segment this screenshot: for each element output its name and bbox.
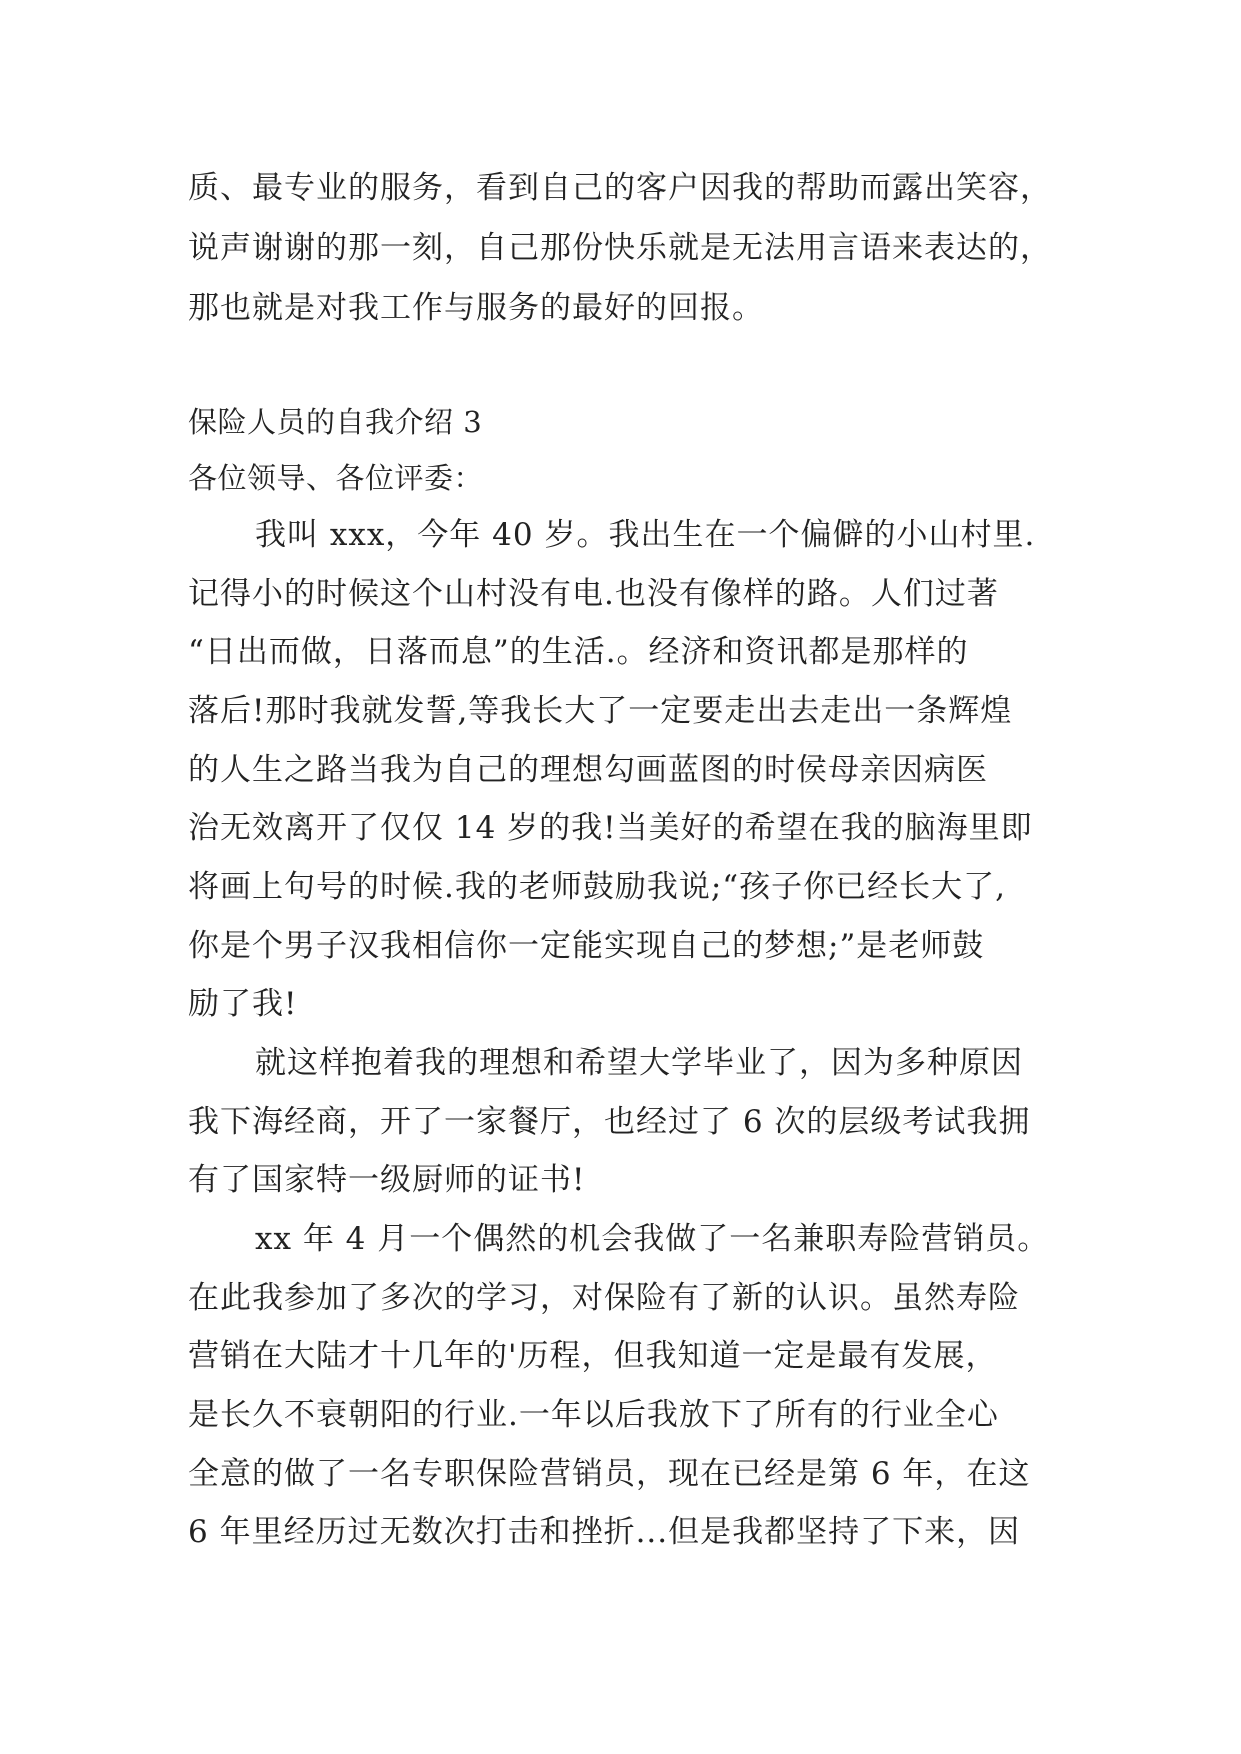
paragraph-line: 全意的做了一名专职保险营销员，现在已经是第 6 年，在这 (188, 1456, 1031, 1492)
paragraph-line: 的人生之路当我为自己的理想勾画蓝图的时侯母亲因病医 (188, 752, 988, 788)
paragraph-line: 励了我! (188, 986, 298, 1022)
paragraph-line: 有了国家特一级厨师的证书! (188, 1162, 586, 1198)
paragraph-line: 将画上句号的时候.我的老师鼓励我说;“孩子你已经长大了, (188, 869, 1006, 905)
intro-line: 质、最专业的服务，看到自己的客户因我的帮助而露出笑容， (188, 170, 1052, 206)
paragraph-line: 营销在大陆才十几年的'历程，但我知道一定是最有发展， (188, 1338, 998, 1374)
paragraph-line: 治无效离开了仅仅 14 岁的我!当美好的希望在我的脑海里即 (188, 810, 1033, 846)
paragraph-line: 在此我参加了多次的学习，对保险有了新的认识。虽然寿险 (188, 1280, 1020, 1316)
intro-line: 说声谢谢的那一刻，自己那份快乐就是无法用言语来表达的， (188, 230, 1052, 266)
paragraph-line: 我下海经商，开了一家餐厅，也经过了 6 次的层级考试我拥 (188, 1104, 1031, 1140)
paragraph-line: “日出而做，日落而息”的生活.。经济和资讯都是那样的 (188, 634, 969, 670)
paragraph-line: 你是个男子汉我相信你一定能实现自己的梦想;”是老师鼓 (188, 928, 985, 964)
paragraph-line: 落后!那时我就发誓,等我长大了一定要走出去走出一条辉煌 (188, 693, 1013, 729)
paragraph-line: 我叫 xxx，今年 40 岁。我出生在一个偏僻的小山村里. (255, 517, 1036, 553)
paragraph-line: xx 年 4 月一个偶然的机会我做了一名兼职寿险营销员。 (255, 1221, 1050, 1257)
paragraph-line: 6 年里经历过无数次打击和挫折...但是我都坚持了下来，因 (188, 1514, 1021, 1550)
paragraph-line: 记得小的时候这个山村没有电.也没有像样的路。人们过著 (188, 576, 999, 612)
section-title: 保险人员的自我介绍 3 (188, 405, 483, 439)
salutation: 各位领导、各位评委： (188, 461, 484, 495)
intro-line: 那也就是对我工作与服务的最好的回报。 (188, 290, 764, 326)
paragraph-line: 是长久不衰朝阳的行业.一年以后我放下了所有的行业全心 (188, 1397, 999, 1433)
paragraph-line: 就这样抱着我的理想和希望大学毕业了，因为多种原因 (255, 1045, 1023, 1081)
